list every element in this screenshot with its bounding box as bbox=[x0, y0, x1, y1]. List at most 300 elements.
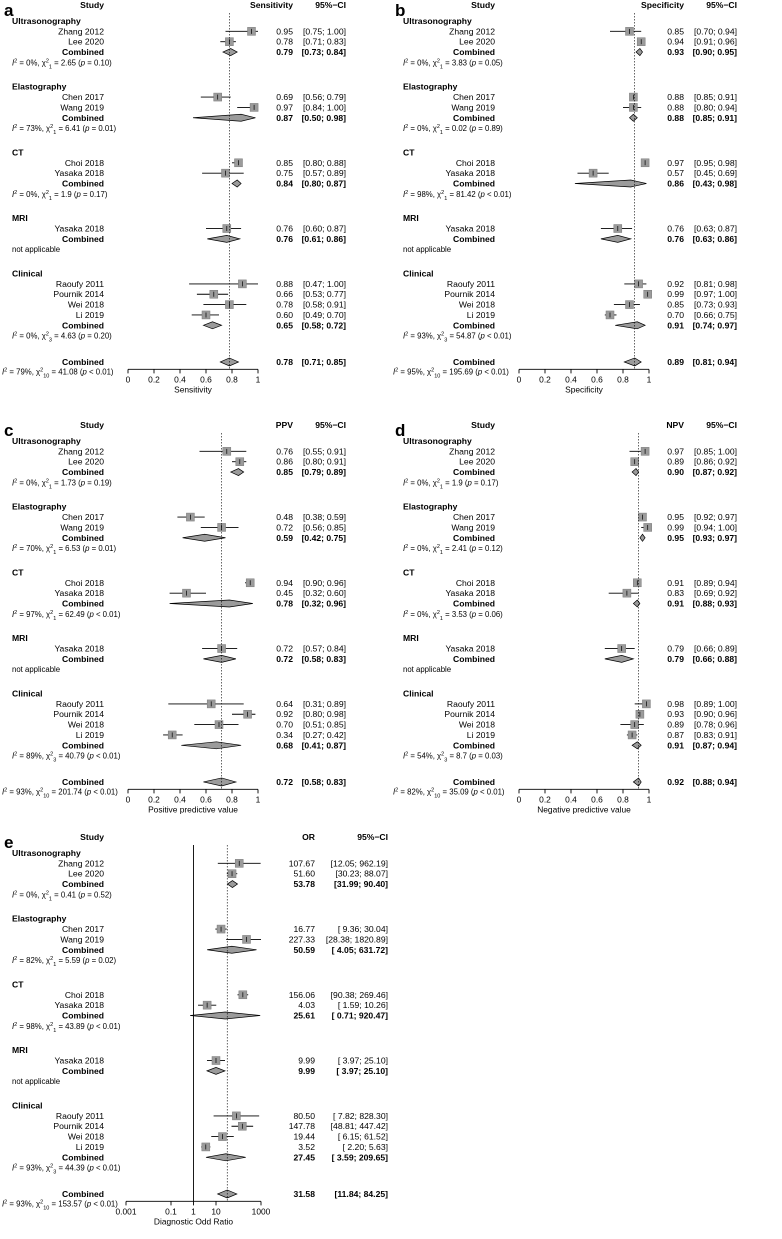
heterogeneity-stats: $I^2 = 0\%$, $\chi^2_1 = 0.02$ (p = 0.89) bbox=[403, 124, 503, 137]
overall-ci: [11.84; 84.25] bbox=[334, 1188, 388, 1199]
overall-label: Combined bbox=[61, 356, 104, 367]
x-tick-label: 1 bbox=[255, 374, 261, 385]
ci-value: [ 9.36; 30.04] bbox=[337, 924, 388, 935]
combined-estimate: 0.95 bbox=[667, 532, 684, 543]
study-label: Zhang 2012 bbox=[58, 26, 104, 37]
heterogeneity-stats: $I^2 = 98\%$, $\chi^2_1 = 81.42$ (p < 0.01) bbox=[403, 189, 512, 202]
estimate-value: 0.89 bbox=[667, 719, 684, 730]
combined-estimate: 0.76 bbox=[667, 233, 684, 244]
study-label: Yasaka 2018 bbox=[445, 643, 495, 654]
panel-letter: e bbox=[4, 833, 14, 852]
x-tick-label: 1000 bbox=[251, 1206, 271, 1217]
group-heading: CT bbox=[12, 979, 24, 990]
study-label: Raoufy 2011 bbox=[446, 278, 495, 289]
header-study: Study bbox=[471, 0, 495, 10]
ci-value: [0.56; 0.79] bbox=[302, 92, 346, 103]
x-tick-label: 0 bbox=[125, 794, 131, 805]
combined-label: Combined bbox=[61, 598, 104, 609]
heterogeneity-stats: $I^2 = 93\%$, $\chi^2_3 = 54.87$ (p < 0.01) bbox=[403, 331, 512, 344]
combined-label: Combined bbox=[452, 233, 495, 244]
panel-b bbox=[393, 0, 737, 394]
overall-estimate: 31.58 bbox=[293, 1188, 315, 1199]
study-label: Yasaka 2018 bbox=[54, 1055, 104, 1066]
combined-ci: [0.93; 0.97] bbox=[692, 532, 737, 543]
x-tick-label: 0.4 bbox=[565, 794, 577, 805]
study-label: Choi 2018 bbox=[64, 989, 104, 1000]
ci-value: [0.73; 0.93] bbox=[693, 299, 737, 310]
ci-value: [0.63; 0.87] bbox=[693, 223, 737, 234]
estimate-value: 0.66 bbox=[276, 289, 293, 300]
header-study: Study bbox=[471, 420, 495, 430]
heterogeneity-stats: $I^2 = 0\%$, $\chi^2_1 = 2.41$ (p = 0.12) bbox=[403, 544, 503, 557]
combined-estimate: 0.91 bbox=[667, 598, 684, 609]
group-heading: Ultrasonography bbox=[12, 16, 81, 26]
study-label: Zhang 2012 bbox=[449, 26, 495, 37]
combined-ci: [ 3.59; 209.65] bbox=[331, 1152, 388, 1163]
combined-ci: [0.79; 0.89] bbox=[301, 467, 346, 478]
estimate-value: 0.70 bbox=[276, 719, 293, 730]
overall-label: Combined bbox=[61, 776, 104, 787]
x-tick-label: 1 bbox=[646, 794, 652, 805]
overall-diamond bbox=[633, 778, 641, 786]
combined-label: Combined bbox=[61, 1010, 104, 1021]
ci-value: [0.95; 0.98] bbox=[693, 157, 737, 168]
combined-estimate: 0.59 bbox=[276, 532, 293, 543]
study-label: Zhang 2012 bbox=[58, 446, 104, 457]
combined-label: Combined bbox=[452, 653, 495, 664]
ci-value: [0.80; 0.94] bbox=[693, 102, 737, 113]
estimate-value: 0.85 bbox=[667, 26, 684, 37]
combined-label: Combined bbox=[61, 112, 104, 123]
ci-value: [0.66; 0.75] bbox=[693, 309, 737, 320]
estimate-value: 0.93 bbox=[667, 709, 684, 720]
estimate-value: 0.57 bbox=[667, 168, 684, 179]
subgroup-diamond bbox=[170, 600, 253, 607]
ci-value: [0.85; 0.91] bbox=[693, 92, 737, 103]
study-label: Yasaka 2018 bbox=[445, 588, 495, 599]
ci-value: [0.83; 0.91] bbox=[693, 729, 737, 740]
study-label: Raoufy 2011 bbox=[55, 698, 104, 709]
combined-label: Combined bbox=[61, 879, 104, 890]
combined-label: Combined bbox=[452, 178, 495, 189]
subgroup-diamond bbox=[193, 114, 255, 121]
combined-ci: [31.99; 90.40] bbox=[334, 879, 388, 890]
ci-value: [0.80; 0.98] bbox=[302, 709, 346, 720]
estimate-value: 19.44 bbox=[293, 1131, 315, 1142]
study-label: Yasaka 2018 bbox=[445, 168, 495, 179]
group-heading: MRI bbox=[12, 633, 28, 644]
heterogeneity-stats: $I^2 = 0\%$, $\chi^2_1 = 3.53$ (p = 0.06) bbox=[403, 609, 503, 622]
subgroup-diamond bbox=[203, 655, 236, 662]
estimate-value: 0.94 bbox=[667, 36, 684, 47]
study-label: Choi 2018 bbox=[64, 157, 104, 168]
combined-ci: [0.74; 0.97] bbox=[692, 320, 737, 331]
panel-a bbox=[2, 0, 346, 394]
subgroup-diamond bbox=[207, 1067, 225, 1074]
group-heading: Clinical bbox=[12, 1100, 43, 1111]
estimate-value: 0.69 bbox=[276, 92, 293, 103]
x-tick-label: 0.8 bbox=[617, 794, 629, 805]
ci-value: [0.56; 0.85] bbox=[302, 522, 346, 533]
combined-estimate: 9.99 bbox=[298, 1065, 315, 1076]
combined-label: Combined bbox=[61, 944, 104, 955]
ci-value: [0.66; 0.89] bbox=[693, 643, 737, 654]
header-ci: 95%−CI bbox=[706, 0, 737, 10]
estimate-value: 0.83 bbox=[667, 588, 684, 599]
study-label: Yasaka 2018 bbox=[54, 223, 104, 234]
study-label: Pournik 2014 bbox=[444, 709, 495, 720]
group-heading: MRI bbox=[12, 213, 28, 224]
study-label: Wei 2018 bbox=[67, 719, 104, 730]
combined-label: Combined bbox=[61, 532, 104, 543]
combined-label: Combined bbox=[452, 532, 495, 543]
combined-ci: [0.43; 0.98] bbox=[692, 178, 737, 189]
x-tick-label: 0.8 bbox=[226, 794, 238, 805]
study-label: Chen 2017 bbox=[452, 512, 495, 523]
combined-label: Combined bbox=[452, 740, 495, 751]
study-label: Wei 2018 bbox=[67, 299, 104, 310]
ci-value: [0.31; 0.89] bbox=[302, 698, 346, 709]
combined-estimate: 0.88 bbox=[667, 112, 684, 123]
ci-value: [0.57; 0.89] bbox=[302, 168, 346, 179]
combined-estimate: 0.93 bbox=[667, 47, 684, 58]
combined-ci: [0.88; 0.93] bbox=[692, 598, 737, 609]
header-estimate: Sensitivity bbox=[250, 0, 293, 10]
ci-value: [0.49; 0.70] bbox=[302, 309, 346, 320]
ci-value: [0.60; 0.87] bbox=[302, 223, 346, 234]
estimate-value: 0.97 bbox=[667, 446, 684, 457]
study-label: Wang 2019 bbox=[60, 102, 104, 113]
subgroup-diamond bbox=[190, 1012, 260, 1019]
study-label: Wang 2019 bbox=[451, 522, 495, 533]
estimate-value: 227.33 bbox=[288, 934, 315, 945]
ci-value: [0.55; 0.91] bbox=[302, 446, 346, 457]
estimate-value: 0.75 bbox=[276, 168, 293, 179]
estimate-value: 80.50 bbox=[293, 1110, 315, 1121]
subgroup-diamond bbox=[575, 180, 647, 187]
study-label: Lee 2020 bbox=[68, 36, 104, 47]
ci-value: [90.38; 269.46] bbox=[330, 989, 388, 1000]
estimate-value: 0.76 bbox=[667, 223, 684, 234]
estimate-value: 0.97 bbox=[667, 157, 684, 168]
x-tick-label: 0.8 bbox=[226, 374, 238, 385]
overall-heterogeneity: $I^2 = 82\%$, $\chi^2_{10} = 35.09$ (p < 0.01) bbox=[393, 787, 505, 800]
subgroup-diamond bbox=[633, 600, 640, 607]
group-heading: Clinical bbox=[12, 268, 43, 279]
study-label: Yasaka 2018 bbox=[54, 643, 104, 654]
heterogeneity-stats: $I^2 = 54\%$, $\chi^2_3 = 8.7$ (p = 0.03) bbox=[403, 751, 503, 764]
overall-ci: [0.58; 0.83] bbox=[301, 776, 346, 787]
heterogeneity-stats: $I^2 = 0\%$, $\chi^2_1 = 1.9$ (p = 0.17) bbox=[403, 478, 499, 491]
combined-estimate: 0.79 bbox=[276, 47, 293, 58]
heterogeneity-stats: $I^2 = 0\%$, $\chi^2_1 = 0.41$ (p = 0.52) bbox=[12, 890, 112, 903]
panel-letter: d bbox=[395, 421, 406, 440]
estimate-value: 51.60 bbox=[293, 868, 315, 879]
overall-estimate: 0.89 bbox=[667, 356, 684, 367]
header-study: Study bbox=[80, 0, 104, 10]
estimate-value: 16.77 bbox=[293, 924, 315, 935]
combined-estimate: 50.59 bbox=[293, 944, 315, 955]
group-heading: MRI bbox=[12, 1045, 28, 1056]
estimate-value: 0.76 bbox=[276, 446, 293, 457]
x-axis-label: Negative predictive value bbox=[537, 804, 631, 815]
study-label: Wei 2018 bbox=[458, 299, 495, 310]
ci-value: [0.89; 1.00] bbox=[693, 698, 737, 709]
group-heading: CT bbox=[12, 147, 24, 158]
combined-ci: [0.58; 0.83] bbox=[301, 653, 346, 664]
group-heading: Ultrasonography bbox=[403, 436, 472, 446]
subgroup-diamond bbox=[630, 114, 638, 121]
estimate-value: 0.85 bbox=[276, 157, 293, 168]
heterogeneity-stats: $I^2 = 98\%$, $\chi^2_1 = 43.89$ (p < 0.01) bbox=[12, 1021, 121, 1034]
combined-estimate: 0.65 bbox=[276, 320, 293, 331]
subgroup-diamond bbox=[207, 235, 240, 242]
combined-ci: [0.58; 0.72] bbox=[301, 320, 346, 331]
heterogeneity-stats: $I^2 = 0\%$, $\chi^2_3 = 4.63$ (p = 0.20) bbox=[12, 331, 112, 344]
combined-label: Combined bbox=[61, 47, 104, 58]
combined-label: Combined bbox=[61, 740, 104, 751]
combined-label: Combined bbox=[452, 467, 495, 478]
x-tick-label: 0.1 bbox=[165, 1206, 177, 1217]
combined-estimate: 0.78 bbox=[276, 598, 293, 609]
study-label: Li 2019 bbox=[75, 309, 104, 320]
group-heading: CT bbox=[12, 567, 24, 578]
panel-e bbox=[2, 832, 388, 1226]
combined-estimate: 0.84 bbox=[276, 178, 293, 189]
subgroup-diamond bbox=[207, 946, 256, 953]
ci-value: [0.47; 1.00] bbox=[302, 278, 346, 289]
study-label: Raoufy 2011 bbox=[446, 698, 495, 709]
ci-value: [ 3.97; 25.10] bbox=[337, 1055, 388, 1066]
ci-value: [0.86; 0.92] bbox=[693, 456, 737, 467]
group-heading: Ultrasonography bbox=[403, 16, 472, 26]
study-label: Wei 2018 bbox=[67, 1131, 104, 1142]
group-heading: MRI bbox=[403, 633, 419, 644]
combined-ci: [0.87; 0.92] bbox=[692, 467, 737, 478]
ci-value: [0.80; 0.91] bbox=[302, 456, 346, 467]
study-label: Choi 2018 bbox=[455, 157, 495, 168]
ci-value: [0.78; 0.96] bbox=[693, 719, 737, 730]
study-label: Wang 2019 bbox=[451, 102, 495, 113]
subgroup-diamond bbox=[636, 49, 643, 56]
estimate-value: 3.52 bbox=[298, 1141, 315, 1152]
study-label: Lee 2020 bbox=[459, 456, 495, 467]
subgroup-diamond bbox=[227, 881, 237, 888]
ci-value: [0.69; 0.92] bbox=[693, 588, 737, 599]
estimate-value: 0.94 bbox=[276, 577, 293, 588]
heterogeneity-stats: $I^2 = 0\%$, $\chi^2_1 = 1.73$ (p = 0.19) bbox=[12, 478, 112, 491]
combined-estimate: 0.85 bbox=[276, 467, 293, 478]
x-tick-label: 0.2 bbox=[539, 374, 551, 385]
combined-ci: [0.50; 0.98] bbox=[301, 112, 346, 123]
study-label: Chen 2017 bbox=[61, 92, 104, 103]
estimate-value: 0.92 bbox=[667, 278, 684, 289]
ci-value: [0.89; 0.94] bbox=[693, 577, 737, 588]
x-tick-label: 0.6 bbox=[591, 794, 603, 805]
x-tick-label: 10 bbox=[211, 1206, 221, 1217]
study-label: Li 2019 bbox=[75, 1141, 104, 1152]
overall-ci: [0.81; 0.94] bbox=[692, 356, 737, 367]
combined-ci: [0.90; 0.95] bbox=[692, 47, 737, 58]
estimate-value: 0.89 bbox=[667, 456, 684, 467]
combined-ci: [0.61; 0.86] bbox=[301, 233, 346, 244]
x-axis-label: Positive predictive value bbox=[148, 804, 238, 815]
group-heading: Ultrasonography bbox=[12, 848, 81, 858]
estimate-value: 0.95 bbox=[667, 512, 684, 523]
overall-diamond bbox=[203, 778, 236, 786]
x-tick-label: 0.2 bbox=[148, 794, 160, 805]
x-tick-label: 0 bbox=[516, 374, 522, 385]
estimate-value: 0.97 bbox=[276, 102, 293, 113]
heterogeneity-stats: $I^2 = 89\%$, $\chi^2_3 = 40.79$ (p < 0.01) bbox=[12, 751, 121, 764]
study-label: Yasaka 2018 bbox=[445, 223, 495, 234]
combined-label: Combined bbox=[61, 1152, 104, 1163]
study-label: Chen 2017 bbox=[452, 92, 495, 103]
study-label: Wang 2019 bbox=[60, 934, 104, 945]
study-label: Pournik 2014 bbox=[53, 289, 104, 300]
overall-estimate: 0.92 bbox=[667, 776, 684, 787]
x-tick-label: 0.4 bbox=[174, 374, 186, 385]
x-tick-label: 0.4 bbox=[174, 794, 186, 805]
x-tick-label: 0.2 bbox=[148, 374, 160, 385]
overall-label: Combined bbox=[452, 356, 495, 367]
combined-label: Combined bbox=[452, 47, 495, 58]
ci-value: [ 2.20; 5.63] bbox=[342, 1141, 388, 1152]
combined-estimate: 0.91 bbox=[667, 740, 684, 751]
estimate-value: 4.03 bbox=[298, 1000, 315, 1011]
combined-ci: [0.42; 0.75] bbox=[301, 532, 346, 543]
study-label: Wei 2018 bbox=[458, 719, 495, 730]
estimate-value: 0.78 bbox=[276, 36, 293, 47]
study-label: Li 2019 bbox=[75, 729, 104, 740]
combined-ci: [ 3.97; 25.10] bbox=[336, 1065, 388, 1076]
overall-estimate: 0.72 bbox=[276, 776, 293, 787]
group-heading: Elastography bbox=[403, 81, 458, 92]
estimate-value: 0.78 bbox=[276, 299, 293, 310]
combined-label: Combined bbox=[452, 112, 495, 123]
study-label: Yasaka 2018 bbox=[54, 1000, 104, 1011]
x-tick-label: 0.6 bbox=[200, 794, 212, 805]
panel-letter: c bbox=[4, 421, 14, 440]
study-label: Yasaka 2018 bbox=[54, 168, 104, 179]
ci-value: [0.80; 0.88] bbox=[302, 157, 346, 168]
study-label: Raoufy 2011 bbox=[55, 1110, 104, 1121]
combined-ci: [ 0.71; 920.47] bbox=[331, 1010, 388, 1021]
estimate-value: 0.99 bbox=[667, 522, 684, 533]
overall-heterogeneity: $I^2 = 79\%$, $\chi^2_{10} = 41.08$ (p < 0.01) bbox=[2, 367, 114, 380]
study-label: Li 2019 bbox=[466, 309, 495, 320]
x-axis-label: Sensitivity bbox=[174, 384, 212, 395]
combined-ci: [0.85; 0.91] bbox=[692, 112, 737, 123]
estimate-value: 0.92 bbox=[276, 709, 293, 720]
estimate-value: 0.86 bbox=[276, 456, 293, 467]
header-study: Study bbox=[80, 832, 104, 842]
study-label: Lee 2020 bbox=[68, 868, 104, 879]
subgroup-diamond bbox=[605, 655, 634, 662]
not-applicable-note: not applicable bbox=[403, 245, 452, 255]
combined-label: Combined bbox=[452, 320, 495, 331]
ci-value: [ 1.59; 10.26] bbox=[337, 1000, 388, 1011]
study-label: Lee 2020 bbox=[459, 36, 495, 47]
group-heading: CT bbox=[403, 567, 415, 578]
x-tick-label: 1 bbox=[255, 794, 261, 805]
x-tick-label: 0.8 bbox=[617, 374, 629, 385]
header-study: Study bbox=[80, 420, 104, 430]
overall-label: Combined bbox=[452, 776, 495, 787]
heterogeneity-stats: $I^2 = 0\%$, $\chi^2_1 = 3.83$ (p = 0.05) bbox=[403, 58, 503, 71]
study-label: Pournik 2014 bbox=[53, 709, 104, 720]
study-label: Yasaka 2018 bbox=[54, 588, 104, 599]
combined-estimate: 0.72 bbox=[276, 653, 293, 664]
x-tick-label: 1 bbox=[646, 374, 652, 385]
x-tick-label: 0.001 bbox=[115, 1206, 137, 1217]
combined-estimate: 0.79 bbox=[667, 653, 684, 664]
ci-value: [ 7.82; 828.30] bbox=[333, 1110, 388, 1121]
combined-label: Combined bbox=[61, 467, 104, 478]
estimate-value: 0.88 bbox=[276, 278, 293, 289]
ci-value: [0.71; 0.83] bbox=[302, 36, 346, 47]
study-label: Zhang 2012 bbox=[449, 446, 495, 457]
group-heading: MRI bbox=[403, 213, 419, 224]
subgroup-diamond bbox=[206, 1154, 246, 1161]
ci-value: [0.57; 0.84] bbox=[302, 643, 346, 654]
ci-value: [0.94; 1.00] bbox=[693, 522, 737, 533]
estimate-value: 0.99 bbox=[667, 289, 684, 300]
ci-value: [0.91; 0.96] bbox=[693, 36, 737, 47]
study-label: Wang 2019 bbox=[60, 522, 104, 533]
estimate-value: 0.48 bbox=[276, 512, 293, 523]
estimate-value: 0.85 bbox=[667, 299, 684, 310]
x-tick-label: 0 bbox=[516, 794, 522, 805]
ci-value: [0.85; 1.00] bbox=[693, 446, 737, 457]
x-tick-label: 1 bbox=[191, 1206, 196, 1217]
ci-value: [0.84; 1.00] bbox=[302, 102, 346, 113]
subgroup-diamond bbox=[640, 534, 645, 541]
estimate-value: 0.88 bbox=[667, 92, 684, 103]
subgroup-diamond bbox=[601, 235, 631, 242]
x-tick-label: 0.6 bbox=[200, 374, 212, 385]
estimate-value: 0.72 bbox=[276, 643, 293, 654]
ci-value: [0.45; 0.69] bbox=[693, 168, 737, 179]
header-ci: 95%−CI bbox=[706, 420, 737, 430]
x-tick-label: 0 bbox=[125, 374, 131, 385]
heterogeneity-stats: $I^2 = 0\%$, $\chi^2_1 = 2.65$ (p = 0.10) bbox=[12, 58, 112, 71]
study-label: Choi 2018 bbox=[455, 577, 495, 588]
ci-value: [0.97; 1.00] bbox=[693, 289, 737, 300]
estimate-value: 156.06 bbox=[288, 989, 315, 1000]
combined-label: Combined bbox=[61, 653, 104, 664]
ci-value: [12.05; 962.19] bbox=[330, 858, 388, 869]
estimate-value: 0.72 bbox=[276, 522, 293, 533]
overall-label: Combined bbox=[61, 1188, 104, 1199]
panel-letter: b bbox=[395, 1, 406, 20]
combined-ci: [0.32; 0.96] bbox=[301, 598, 346, 609]
estimate-value: 0.45 bbox=[276, 588, 293, 599]
estimate-value: 0.87 bbox=[667, 729, 684, 740]
subgroup-diamond bbox=[615, 322, 645, 329]
combined-ci: [0.66; 0.88] bbox=[692, 653, 737, 664]
ci-value: [0.27; 0.42] bbox=[302, 729, 346, 740]
ci-value: [0.90; 0.96] bbox=[693, 709, 737, 720]
combined-ci: [0.63; 0.86] bbox=[692, 233, 737, 244]
combined-label: Combined bbox=[61, 178, 104, 189]
ci-value: [0.90; 0.96] bbox=[302, 577, 346, 588]
ci-value: [ 6.15; 61.52] bbox=[337, 1131, 388, 1142]
estimate-value: 0.34 bbox=[276, 729, 293, 740]
study-label: Chen 2017 bbox=[61, 512, 104, 523]
not-applicable-note: not applicable bbox=[12, 1077, 61, 1087]
group-heading: Ultrasonography bbox=[12, 436, 81, 446]
